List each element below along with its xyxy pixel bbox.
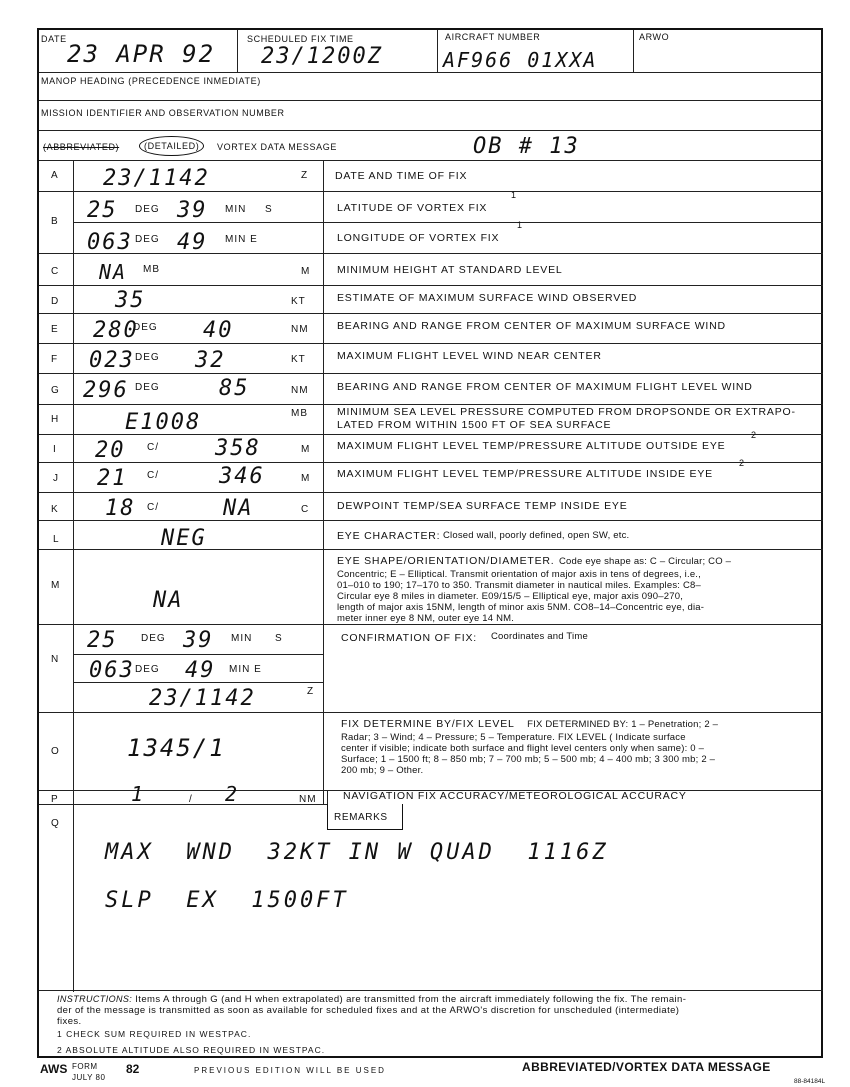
aircraft-value: AF966 01XXA <box>443 48 598 72</box>
divider <box>39 130 823 131</box>
row-letter-k: K <box>51 504 58 515</box>
row-a-unit: Z <box>301 170 309 181</box>
row-m-line: Code eye shape as: C – Circular; CO – <box>558 556 732 567</box>
row-letter-j: J <box>53 473 58 484</box>
mission-label: MISSION IDENTIFIER AND OBSERVATION NUMBER <box>41 108 285 118</box>
row-letter-a: A <box>51 170 58 181</box>
row-divider <box>39 404 823 405</box>
row-b2-desc: LONGITUDE OF VORTEX FIX <box>337 232 500 244</box>
row-n-lon-min: 49 <box>185 658 216 683</box>
divider <box>39 100 823 101</box>
row-k-unit: C <box>301 504 310 515</box>
row-g-deg: DEG <box>135 382 160 393</box>
remarks-box <box>327 804 403 830</box>
arwo-label: ARWO <box>639 32 670 42</box>
row-p-slash: / <box>189 794 193 805</box>
row-a-value: 23/1142 <box>103 166 210 191</box>
row-m-line: length of major axis 15NM, length of minor axis 5NM. CO8–14–Concentric eye, dia- <box>337 602 705 613</box>
remarks-line-1: MAX WND 32KT IN W QUAD 1116Z <box>105 840 609 865</box>
row-d-desc: ESTIMATE OF MAXIMUM SURFACE WIND OBSERVED <box>337 292 638 304</box>
row-g-bearing: 296 <box>83 378 129 403</box>
row-m-line: Circular eye 8 miles in diameter. E09/15/5 – Elliptical eye, major axis 090–270, <box>337 591 684 602</box>
row-letter-m: M <box>51 580 60 591</box>
instructions-label: INSTRUCTIONS: <box>57 994 133 1004</box>
footnote-1: 1 CHECK SUM REQUIRED IN WESTPAC. <box>57 1029 252 1039</box>
detailed-label: (DETAILED) <box>139 136 204 156</box>
row-letter-d: D <box>51 296 59 307</box>
instructions-text: fixes. <box>57 1016 82 1027</box>
row-n-min-e-label: MIN E <box>229 664 262 675</box>
row-f-deg: DEG <box>135 352 160 363</box>
row-n-note: Coordinates and Time <box>491 631 588 642</box>
row-f-direction: 023 <box>89 348 135 373</box>
row-divider <box>73 654 323 655</box>
row-j-altitude: 346 <box>219 464 265 489</box>
row-n-deg-label: DEG <box>141 633 166 644</box>
row-f-unit: KT <box>291 354 306 365</box>
row-m-title: EYE SHAPE/ORIENTATION/DIAMETER. <box>337 555 555 567</box>
row-j-temp: 21 <box>97 466 128 491</box>
previous-edition-note: PREVIOUS EDITION WILL BE USED <box>194 1066 386 1075</box>
row-divider <box>39 990 823 991</box>
row-m-line: Concentric; E – Elliptical. Transmit orientation of major axis in tens of degrees, i.e., <box>337 569 701 580</box>
fix-time-label: SCHEDULED FIX TIME <box>247 34 354 44</box>
remarks-line-2: SLP EX 1500FT <box>105 888 349 913</box>
row-o-line: Radar; 3 – Wind; 4 – Pressure; 5 – Temperature. FIX LEVEL ( Indicate surface <box>341 732 686 743</box>
row-divider <box>39 804 327 805</box>
instructions <box>57 994 819 1056</box>
message-title: VORTEX DATA MESSAGE <box>217 142 337 152</box>
form-number: 82 <box>126 1062 140 1076</box>
row-f-speed: 32 <box>195 348 226 373</box>
row-e-bearing: 280 <box>93 318 139 343</box>
row-n-min-label: MIN <box>231 633 253 644</box>
row-i-temp: 20 <box>95 438 126 463</box>
row-i-c: C/ <box>147 442 159 453</box>
row-o-title: FIX DETERMINE BY/FIX LEVEL <box>341 718 515 730</box>
latitude-deg-label: DEG <box>135 204 160 215</box>
row-p-unit: NM <box>299 794 317 805</box>
divider <box>237 30 238 72</box>
row-g-range: 85 <box>219 376 250 401</box>
row-i-desc: MAXIMUM FLIGHT LEVEL TEMP/PRESSURE ALTITUDE OUTSIDE EYE <box>337 440 726 452</box>
row-e-unit: NM <box>291 324 309 335</box>
row-l-desc: EYE CHARACTER: <box>337 530 441 542</box>
row-n-lon-deg: 063 <box>89 658 135 683</box>
remarks-label: REMARKS <box>334 812 388 823</box>
row-divider <box>39 285 823 286</box>
longitude-min-label: MIN E <box>225 234 258 245</box>
row-letter-e: E <box>51 324 58 335</box>
row-o-line: 200 mb; 9 – Other. <box>341 765 424 776</box>
row-h-desc-cont: LATED FROM WITHIN 1500 FT OF SEA SURFACE <box>337 419 612 431</box>
row-letter-p: P <box>51 794 58 805</box>
divider <box>39 160 823 161</box>
row-letter-o: O <box>51 746 59 757</box>
aircraft-label: AIRCRAFT NUMBER <box>445 32 541 42</box>
row-letter-h: H <box>51 414 59 425</box>
aws-label: AWS <box>40 1062 68 1076</box>
row-h-value: E1008 <box>125 410 202 435</box>
row-o-line: center if visible; indicate both surface and flight level centers only when same): 0 – <box>341 743 705 754</box>
row-p-met-accuracy: 2 <box>225 782 240 806</box>
row-h-unit: MB <box>291 408 308 419</box>
row-divider <box>39 462 823 463</box>
row-l-note: Closed wall, poorly defined, open SW, etc. <box>443 530 630 541</box>
row-divider <box>39 191 823 192</box>
vortex-data-form <box>37 28 823 1058</box>
row-divider <box>39 253 823 254</box>
row-k-dewpoint: 18 <box>105 496 136 521</box>
row-e-deg: DEG <box>133 322 158 333</box>
row-o-description <box>341 714 821 776</box>
row-g-unit: NM <box>291 385 309 396</box>
row-o-line: FIX DETERMINED BY: 1 – Penetration; 2 – <box>527 719 719 730</box>
row-o-line: Surface; 1 – 1500 ft; 8 – 850 mb; 7 – 700 mb; 5 – 500 mb; 4 – 400 mb; 3 300 mb; 2 – <box>341 754 716 765</box>
row-n-lon-deg-label: DEG <box>135 664 160 675</box>
row-divider <box>39 492 823 493</box>
abbreviated-label: (ABBREVIATED) <box>43 142 120 152</box>
row-letter-i: I <box>53 444 56 455</box>
instructions-text: der of the message is transmitted as soon as available for scheduled fixes and at the ARWO's discretion for unscheduled (intermediate) <box>57 1005 680 1016</box>
row-i-unit: M <box>301 444 311 455</box>
row-n-lat-min: 39 <box>183 628 214 653</box>
row-n-lat-deg: 25 <box>87 628 118 653</box>
row-k-c: C/ <box>147 502 159 513</box>
row-d-unit: KT <box>291 296 306 307</box>
longitude-deg: 063 <box>87 230 133 255</box>
row-m-value: NA <box>153 588 184 613</box>
row-k-sst: NA <box>223 496 254 521</box>
latitude-deg: 25 <box>87 198 118 223</box>
latitude-hemisphere: S <box>265 204 273 215</box>
row-e-desc: BEARING AND RANGE FROM CENTER OF MAXIMUM SURFACE WIND <box>337 320 726 332</box>
form-date: JULY 80 <box>72 1073 106 1082</box>
row-d-value: 35 <box>115 288 146 313</box>
row-divider <box>39 373 823 374</box>
row-p-nav-accuracy: 1 <box>131 782 146 806</box>
row-m-line: meter inner eye 8 NM, outer eye 14 NM. <box>337 613 515 624</box>
divider <box>327 790 328 804</box>
row-j-footnote: 2 <box>739 458 745 468</box>
row-letter-f: F <box>51 354 58 365</box>
form-label: FORM <box>72 1062 98 1071</box>
form-title: ABBREVIATED/VORTEX DATA MESSAGE <box>522 1060 771 1074</box>
row-j-c: C/ <box>147 470 159 481</box>
row-k-desc: DEWPOINT TEMP/SEA SURFACE TEMP INSIDE EYE <box>337 500 628 512</box>
row-e-range: 40 <box>203 318 234 343</box>
footnote-2: 2 ABSOLUTE ALTITUDE ALSO REQUIRED IN WESTPAC. <box>57 1045 326 1055</box>
row-n-z: Z <box>307 686 315 697</box>
instructions-text: Items A through G (and H when extrapolated) are transmitted from the aircraft immediately following the fix. The remain- <box>135 994 687 1005</box>
row-letter-c: C <box>51 266 59 277</box>
form-code: 88-84184L <box>794 1078 826 1085</box>
date-label: DATE <box>41 34 67 44</box>
row-b1-desc: LATITUDE OF VORTEX FIX <box>337 202 488 214</box>
row-divider <box>39 313 823 314</box>
row-divider <box>39 343 823 344</box>
row-divider <box>39 712 823 713</box>
row-c-mb: MB <box>143 264 160 275</box>
divider <box>39 72 823 73</box>
latitude-min: 39 <box>177 198 208 223</box>
divider <box>437 30 438 72</box>
row-letter-l: L <box>53 534 59 545</box>
row-n-time: 23/1142 <box>149 686 256 711</box>
row-j-desc: MAXIMUM FLIGHT LEVEL TEMP/PRESSURE ALTITUDE INSIDE EYE <box>337 468 713 480</box>
row-letter-q: Q <box>51 818 59 829</box>
row-h-desc: MINIMUM SEA LEVEL PRESSURE COMPUTED FROM DROPSONDE OR EXTRAPO- <box>337 406 796 418</box>
value-column-divider <box>323 160 324 804</box>
row-b1-footnote: 1 <box>511 190 517 200</box>
row-o-value: 1345/1 <box>127 734 226 762</box>
row-c-desc: MINIMUM HEIGHT AT STANDARD LEVEL <box>337 264 563 276</box>
row-m-description <box>337 551 821 624</box>
row-letter-g: G <box>51 385 59 396</box>
row-m-line: 01–010 to 190; 17–170 to 350. Transmit diameter in nautical miles. Examples: C8– <box>337 580 702 591</box>
row-a-desc: DATE AND TIME OF FIX <box>335 170 468 182</box>
row-letter-n: N <box>51 654 59 665</box>
latitude-min-label: MIN <box>225 204 247 215</box>
ob-number: OB # 13 <box>473 134 580 159</box>
row-letter-b: B <box>51 216 58 227</box>
row-j-unit: M <box>301 473 311 484</box>
row-divider <box>39 624 823 625</box>
row-b2-footnote: 1 <box>517 220 523 230</box>
row-l-value: NEG <box>161 526 207 551</box>
manop-label: MANOP HEADING (PRECEDENCE INMEDIATE) <box>41 76 261 86</box>
row-c-unit: M <box>301 266 311 277</box>
row-c-value: NA <box>99 260 128 284</box>
row-i-altitude: 358 <box>215 436 261 461</box>
fix-time-value: 23/1200Z <box>261 44 383 69</box>
row-n-desc: CONFIRMATION OF FIX: <box>341 632 477 644</box>
row-g-desc: BEARING AND RANGE FROM CENTER OF MAXIMUM FLIGHT LEVEL WIND <box>337 381 753 393</box>
row-divider <box>39 520 823 521</box>
date-value: 23 APR 92 <box>67 40 216 68</box>
row-divider <box>39 549 823 550</box>
row-n-hemisphere: S <box>275 633 283 644</box>
row-p-desc: NAVIGATION FIX ACCURACY/METEOROLOGICAL ACCURACY <box>343 790 687 802</box>
divider <box>633 30 634 72</box>
row-i-footnote: 2 <box>751 430 757 440</box>
longitude-min: 49 <box>177 230 208 255</box>
row-f-desc: MAXIMUM FLIGHT LEVEL WIND NEAR CENTER <box>337 350 602 362</box>
longitude-deg-label: DEG <box>135 234 160 245</box>
